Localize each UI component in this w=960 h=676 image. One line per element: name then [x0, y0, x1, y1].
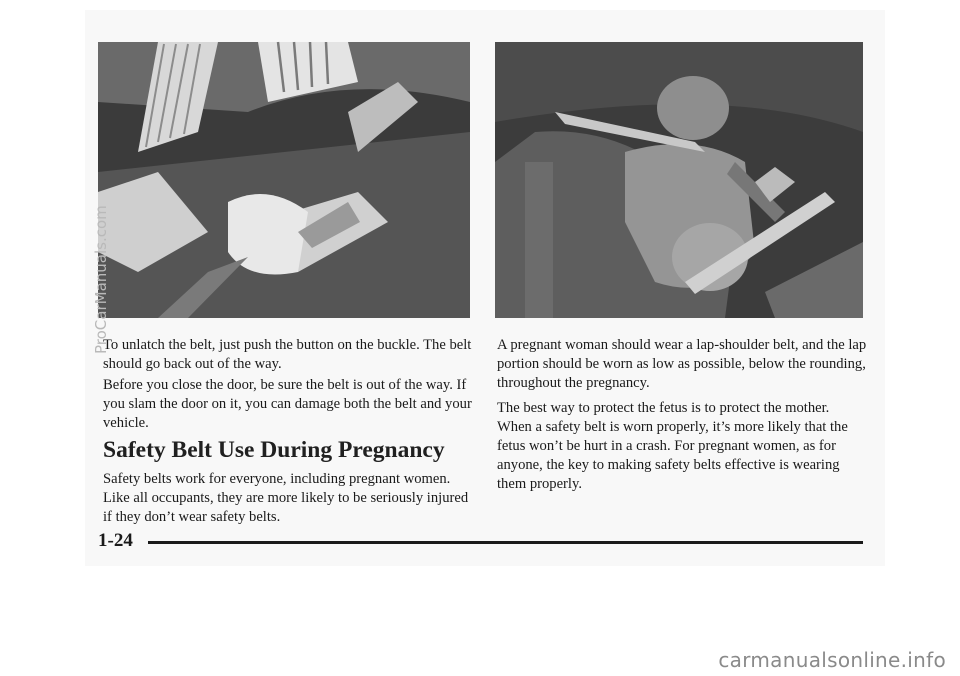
site-watermark: carmanualsonline.info	[718, 648, 946, 672]
protect-fetus-paragraph: The best way to protect the fetus is to protect the mother. When a safety belt is worn properly, it’s more likely that the fetus won’t be hurt in a crash. For pregnant women, as for anyone, the key to making safety belts effective is wearing them properly.	[497, 400, 848, 492]
belt-buckle-illustration	[98, 42, 470, 318]
procarmanuals-watermark: ProCarManuals.com	[92, 205, 110, 354]
close-door-paragraph: Before you close the door, be sure the belt is out of the way. If you slam the door on it, you can damage both the belt and your vehicle.	[103, 377, 472, 431]
footer-rule	[148, 541, 863, 544]
page-number: 1-24	[98, 530, 133, 551]
pregnant-woman-belt-illustration	[495, 42, 863, 318]
pregnancy-intro-paragraph: Safety belts work for everyone, including pregnant women. Like all occupants, they are more likely to be seriously injured if they don’t wear safety belts.	[103, 471, 469, 525]
lap-shoulder-belt-paragraph: A pregnant woman should wear a lap-shoulder belt, and the lap portion should be worn as low as possible, below the rounding, throughout the pregnancy.	[497, 337, 867, 391]
section-heading: Safety Belt Use During Pregnancy	[103, 437, 445, 463]
unlatch-belt-paragraph: To unlatch the belt, just push the button on the buckle. The belt should go back out of the way.	[103, 337, 472, 372]
